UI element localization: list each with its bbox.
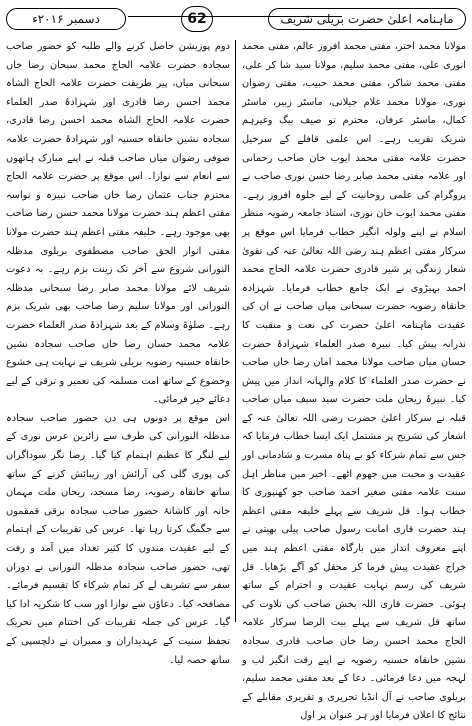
issue-date: دسمبر ۲۰۱۶ء: [6, 8, 126, 30]
column-divider: [235, 40, 236, 622]
right-column: [242, 38, 466, 722]
magazine-title: ماہنامہ اعلیٰ حضرت بریلی شریف: [268, 8, 466, 30]
article-columns: [5, 38, 466, 722]
header-rule-right: [230, 16, 342, 17]
left-column-paragraph: دوم پوزیشن حاصل کرنے والے طلبہ کو حضور صاحب سجادہ حضرت علامہ الحاج محمد سبحان رضا خاں سبحانی میاں، پیر طریقت حضرت علامہ الحاج الشاہ محمد احسن رضا قادری اور شہزادۂ صدر العلماء حضرت علامہ الحاج الشاہ محمد احسن رضا قادری، سجادہ نشین خانقاہ حسنیہ اور شہزادۂ حضرت علامہ صوفی رضوان میاں صاحب قبلہ نے اپنے مبارک ہاتھوں سے انعام سے نوازا۔ اس موقع پر حضرت علامہ الحاج محترم جناب عثمان رضا خاں صاحب نبیرہ و نواسہ مفتی اعظم ہند حضرت مولانا محمد حسن رضا صاحب بھی موجود رہے۔ خلیفہ مفتی اعظم ہند حضرت مولانا مفتی انوار الحق صاحب مصطفوی بریلوی مدظلہ النورانی شروع سے آخر تک زینت بزم رہے۔ بہ دعوت شریف لائے مولانا محمد صابر رضا سبحانی مدظلہ النورانی اور مولانا سلیم رضا صاحب بھی شریک بزم رہے۔ صلوٰۃ وسلام کے بعد شہزادۂ صدر العلماء حضرت علامہ محمد حسان رضا خاں صاحب سجادہ نشین خانقاہ حسنیہ رضویہ بریلی شریف نے نہایت ہی خشوع وخضوع کے ساتھ امت مسلمہ کی تعمیر و ترقی کے لیے دعائے خیر فرمائی۔: [5, 41, 230, 406]
right-column-paragraph: مولانا محمد اختر، مفتی محمد افروز عالم، مفتی محمد انوری علی، مفتی محمد سلیم، مولانا سید شا کر علی، مفتی محمد شاکر، مفتی محمد حبیب، مفتی رضوان نوری، مولانا محمد غلام جیلانی، ماسٹر زبیر، ماسٹر کمال، ماسٹر عرفان، محترم تو صیف بیگ وغیرہم شریک تقریب رہے۔ اس علمی قافلے کے سرخیل حضرت علامہ مفتی محمد ایوب خان صاحب رحمانی اور علامہ مفتی محمد صابر رضا حسن نوری صاحب نے پروگرام کی علمی روحانیت کے لیے جلوہ افروز رہے۔ مفتی محمد ایوب خان نوری، استاذ جامعہ رضویہ منظر اسلام نے اپنے ولولہ انگیز خطاب فرمایا اس موقع پر سرکار مفتی اعظم ہند رضی اللہ تعالیٰ عنہ کی تقویٰ شعار زندگی پر شیر قادری حضرت علامہ الحاج محمد احمد بہیڑوی نے ایک جامع خطاب فرمایا۔ شہزادہ خانقاہ رضویہ حضرت سبحانی میاں صاحب نے ان کی عقیدت ماہنامہ اعلیٰ حضرت کی نعت و منقبت کا نذرانہ پیش کیا۔ نبیرہ صدر العلماء شہزادۂ حضرت حسان میاں صاحب مولانا محمد امان رضا خاں صاحب نے حضرت صدر العلماء کا کلام والہانہ انداز میں پیش کیا۔ نبیرۂ ریحان ملت حضرت سید سیف میاں صاحب قبلہ نے سرکار اعلیٰ حضرت رضی اللہ تعالیٰ عنہ کے اشعار کی تشریح پر مشتمل ایک ایسا خطاب فرمایا کہ جس سے تمام شرکاء کو بے پناہ مسرت و شادمانی اور عقیدت و محبت میں جھوم اٹھے۔ اخیر میں مناظر اہل سنت علامہ مفتی صغیر احمد صاحب جو کھنپوری کا خطاب ہوا۔ قل شریف سے پہلے خلیفہ مفتی اعظم ہند حضرت قاری امانت رسول صاحب پیلی بھیتی نے اپنے معروف انداز میں بارگاہ مفتی اعظم ہند میں خراج عقیدت پیش فرما کر محفل کو آگے بڑھایا۔ قل شریف کی رسم نہایت عقیدت و احترام کے ساتھ ہوئی۔ حضرت قاری اللہ بخش صاحب کی تلاوت کی ساتھ قل شریف سے پہلے بیت الرضا سرکار علامہ الحاج محمد احسن رضا خان صاحب قادری سجادہ نشین خانقاہ حسنیہ رضویہ نے اپنے رقت انگیز لب و لہجہ میں دعا فرمائی۔ دعا کے بعد مفتی محمد سلیم، بریلوی صاحب نے آل انڈیا تحریری و تقریری مقابلے کے نتائج کا اعلان فرمایا اور ہر عنوان پر اول: [242, 41, 466, 722]
header-rule-left: [128, 16, 232, 17]
left-column: [5, 38, 230, 666]
page-number: 62: [181, 6, 213, 32]
page-header: [6, 4, 466, 34]
left-column-paragraph: اس موقع پر دونوں ہی دن حضور صاحب سجادہ مدظلہ النورانی کی طرف سے زائرین عرس نوری کے لیے لنگر کا عظیم اہتمام کیا گیا۔ رضا نگر سوداگران کی پوری گلی کی آرائش اور زیبائش کرنے کے ساتھ ساتھ خانقاہ رضویہ، رضا مسجد، ریحان ملت مہمان خانہ اور کاشانۂ حضور صاحب سجادہ برقی قمقموں سے جگمگ کرتا رہا تھا۔ عرس کی تقریبات کے اہتمام کے لیے عقیدت مندوں کا کثیر تعداد میں آمد و رفت تھی، حضور صاحب سجادہ مدظلہ النورانی نے دوران سفر سے تشریف لے کر تمام شرکاء کا تقسیم فرمائے۔ مصافحہ کیا۔ دعاؤں سے نوازا اور سب کا شکریہ ادا کیا گیا۔ عرس کی جملہ تقریبات کی اختتام میں تحریک تحفظ سنیت کے عہدیداران و ممبران نے دلچسپی کے ساتھ حصہ لیا۔: [6, 412, 230, 666]
